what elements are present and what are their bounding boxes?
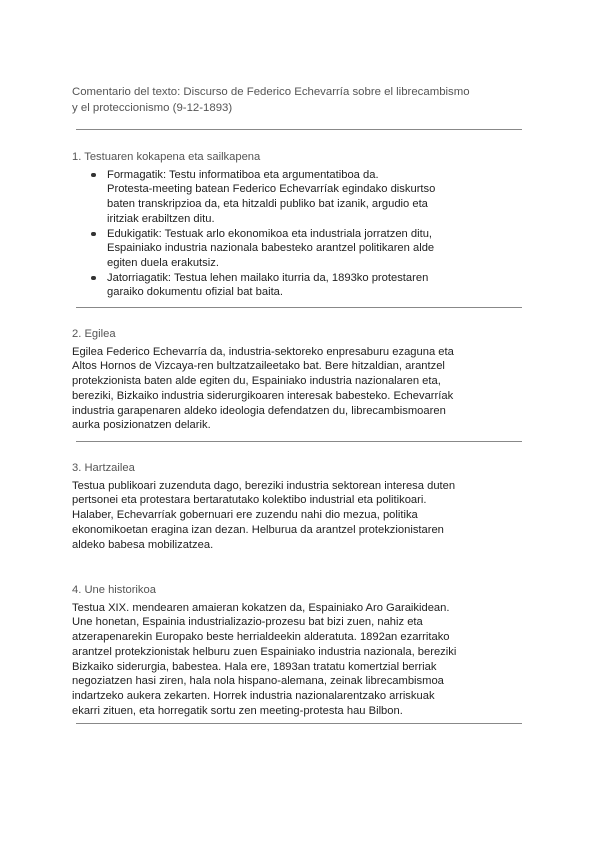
section-3 [72,461,542,552]
text-line: Edukigatik: Testuak arlo ekonomikoa eta industriala jorratzen ditu, [107,227,433,240]
text-line: atzerapenarekin Europako beste herrialdeekin alderatuta. 1892an ezarritako [72,631,450,644]
text-line: Egilea Federico Echevarría da, industria-sektoreko enpresaburu ezaguna eta [72,345,454,358]
text-line: bereziki, Bizkaiko industria siderurgikoaren interesak babesteko. Echevarríak [72,389,454,402]
bullet-list [72,168,542,300]
title-line: y el proteccionismo (9-12-1893) [72,101,233,114]
text-line: Bizkaiko siderurgia, babestea. Hala ere, 1893an tratatu komertzial berriak [72,660,437,673]
title-line: Comentario del texto: Discurso de Federico Echevarría sobre el librecambismo [72,86,470,98]
text-line: Une honetan, Espainia industrializazio-prozesu bat bizi zuen, nahiz eta [72,616,423,629]
text-line: Protesta-meeting batean Federico Echevarríak egindako diskurtso [107,183,436,196]
bullet-item [72,271,542,300]
text-line: egiten duela erakutsiz. [107,256,219,269]
text-line: baten transkripzioa da, eta hitzaldi publiko bat izanik, argudio eta [107,198,428,211]
section-4 [72,583,542,718]
text-line: negoziatzen hasi ziren, hala nola hispano-alemana, zeinak librecambismoa [72,675,444,688]
text-line: pertsonei eta protestara bertaratutako kolektibo industrial eta politikoari. [72,494,427,507]
section-heading: 3. Hartzailea [72,462,135,474]
divider [76,307,522,308]
text-line: Altos Hornos de Vizcaya-ren bultzatzaileetako bat. Bere hitzaldian, arantzel [72,360,445,373]
text-line: Formagatik: Testu informatiboa eta argumentatiboa da. [107,168,379,181]
text-line: ekarri zituen, eta horregatik sortu zen meeting-protesta hau Bilbon. [72,704,403,717]
section-heading: 2. Egilea [72,328,116,340]
text-line: indartzeko aukera zekarten. Horrek industria nazionalarentzako arriskuak [72,689,435,702]
text-line: Testua publikoari zuzenduta dago, bereziki industria sektorean interesa duten [72,479,456,492]
text-line: Testua XIX. mendearen amaieran kokatzen da, Espainiako Aro Garaikidean. [72,601,450,614]
text-line: iritziak erabiltzen ditu. [107,212,215,225]
text-line: protekzionista baten alde egiten du, Espainiako industria nazionalaren eta, [72,375,441,388]
text-line: garaiko dokumentu ofizial bat baita. [107,286,284,299]
text-line: arantzel protekzionistak helburu zuen Espainiako industria nazionala, bereziki [72,645,457,658]
text-line: industria garapenaren aldeko ideologia defendatzen du, librecambismoaren [72,404,446,417]
text-line: aurka posizionatzen delarik. [72,419,211,432]
text-line: Jatorriagatik: Testua lehen mailako iturria da, 1893ko protestaren [107,271,429,284]
section-heading: 1. Testuaren kokapena eta sailkapena [72,151,261,163]
divider [76,129,522,130]
text-line: Espainiako industria nazionala babesteko arantzel politikaren alde [107,242,435,255]
bullet-item [72,168,542,227]
text-line: ekonomikoetan eragina izan dezan. Helburua da arantzel protekzionistaren [72,523,444,536]
text-line: aldeko babesa mobilizatzea. [72,538,214,551]
divider [76,441,522,442]
bullet-item [72,227,542,271]
section-heading: 4. Une historikoa [72,584,156,596]
text-line: Halaber, Echevarríak gobernuari ere zuzendu nahi dio mezua, politika [72,509,418,522]
document-title [72,85,542,116]
section-1 [72,150,542,300]
section-2 [72,327,542,433]
divider [76,723,522,724]
